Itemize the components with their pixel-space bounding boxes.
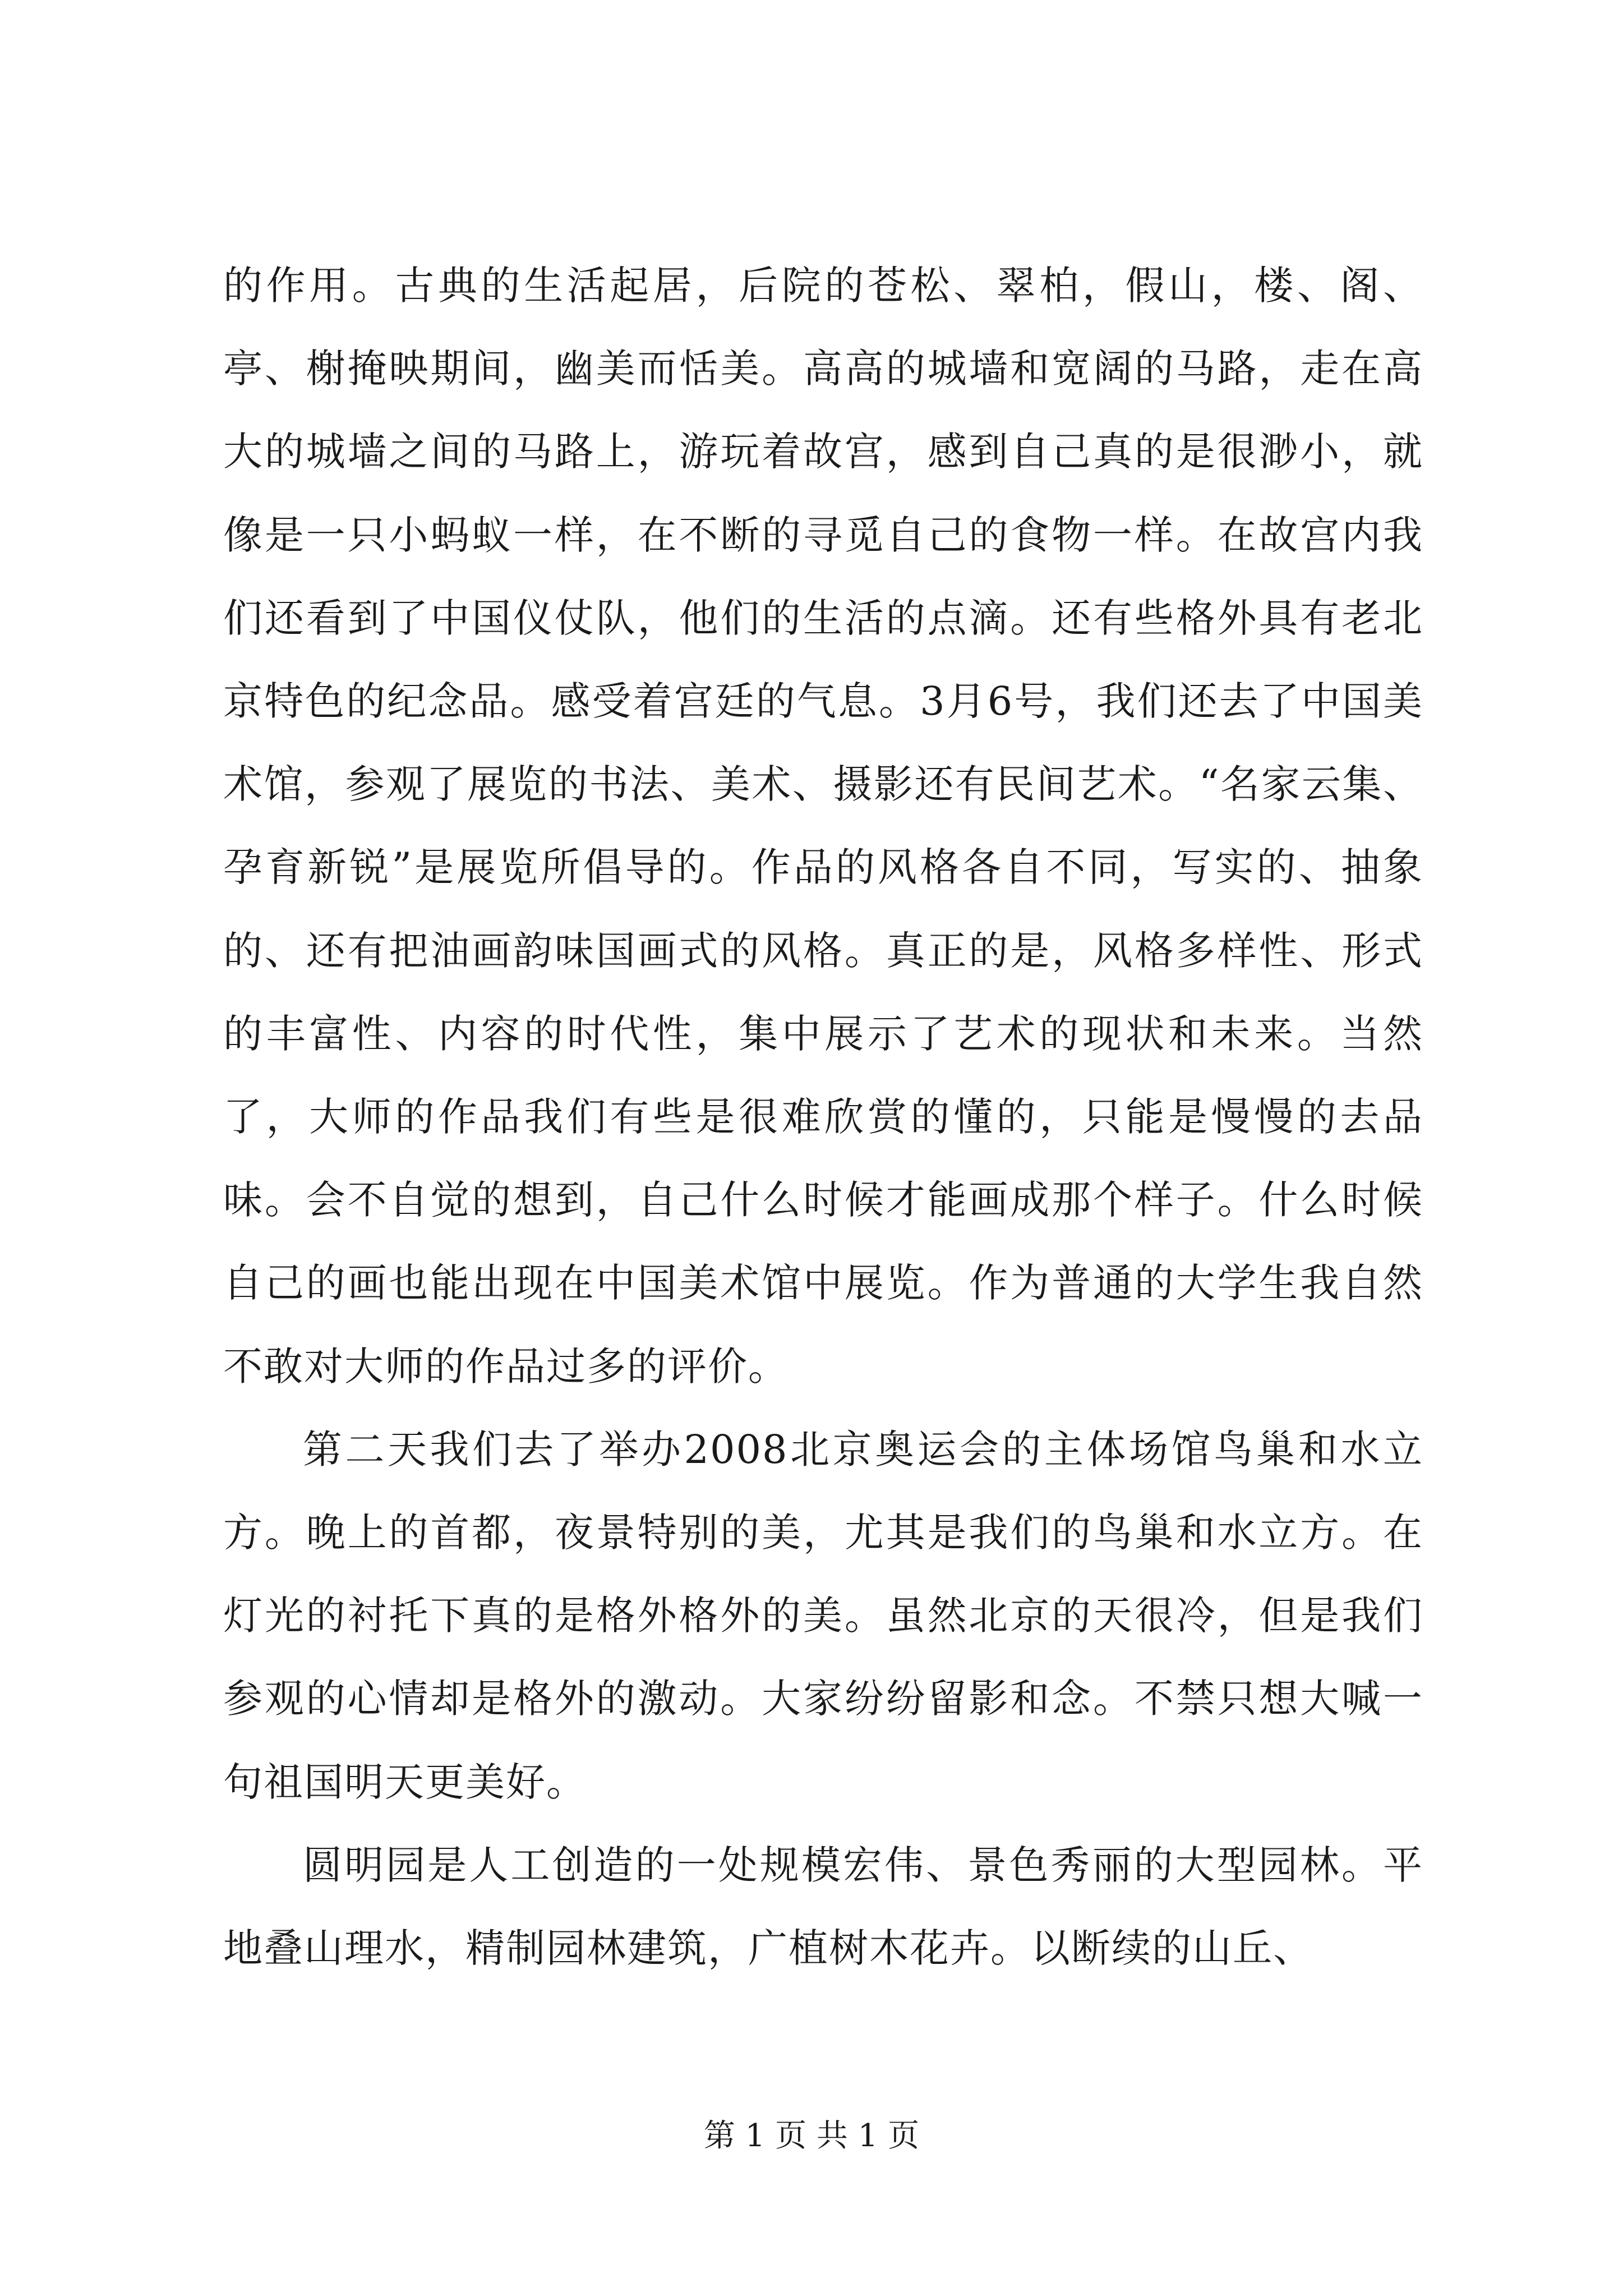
paragraph-1: 的作用。古典的生活起居，后院的苍松、翠柏，假山，楼、阁、亭、榭掩映期间，幽美而恬美。高高的城墙和宽阔的马路，走在高大的城墙之间的马路上，游玩着故宫，感到自己真的是很渺小，就像是一只小蚂蚁一样，在不断的寻觅自己的食物一样。在故宫内我们还看到了中国仪仗队，他们的生活的点滴。还有些格外具有老北京特色的纪念品。感受着宫廷的气息。3月6号，我们还去了中国美术馆，参观了展览的书法、美术、摄影还有民间艺术。“名家云集、孕育新锐”是展览所倡导的。作品的风格各自不同，写实的、抽象的、还有把油画韵味国画式的风格。真正的是，风格多样性、形式的丰富性、内容的时代性，集中展示了艺术的现状和未来。当然了，大师的作品我们有些是很难欣赏的懂的，只能是慢慢的去品味。会不自觉的想到，自己什么时候才能画成那个样子。什么时候自己的画也能出现在中国美术馆中展览。作为普通的大学生我自然不敢对大师的作品过多的评价。 [223,263,1423,1389]
paragraph-3: 圆明园是人工创造的一处规模宏伟、景色秀丽的大型园林。平地叠山理水，精制园林建筑，广植树木花卉。以断续的山丘、 [223,1842,1423,1972]
document-body [223,244,1423,1990]
page-footer: 第 1 页 共 1 页 [703,2118,920,2154]
paragraph-2: 第二天我们去了举办2008北京奥运会的主体场馆鸟巢和水立方。晚上的首都，夜景特别的美，尤其是我们的鸟巢和水立方。在灯光的衬托下真的是格外格外的美。虽然北京的天很冷，但是我们参观的心情却是格外的激动。大家纷纷留影和念。不禁只想大喊一句祖国明天更美好。 [223,1426,1423,1805]
